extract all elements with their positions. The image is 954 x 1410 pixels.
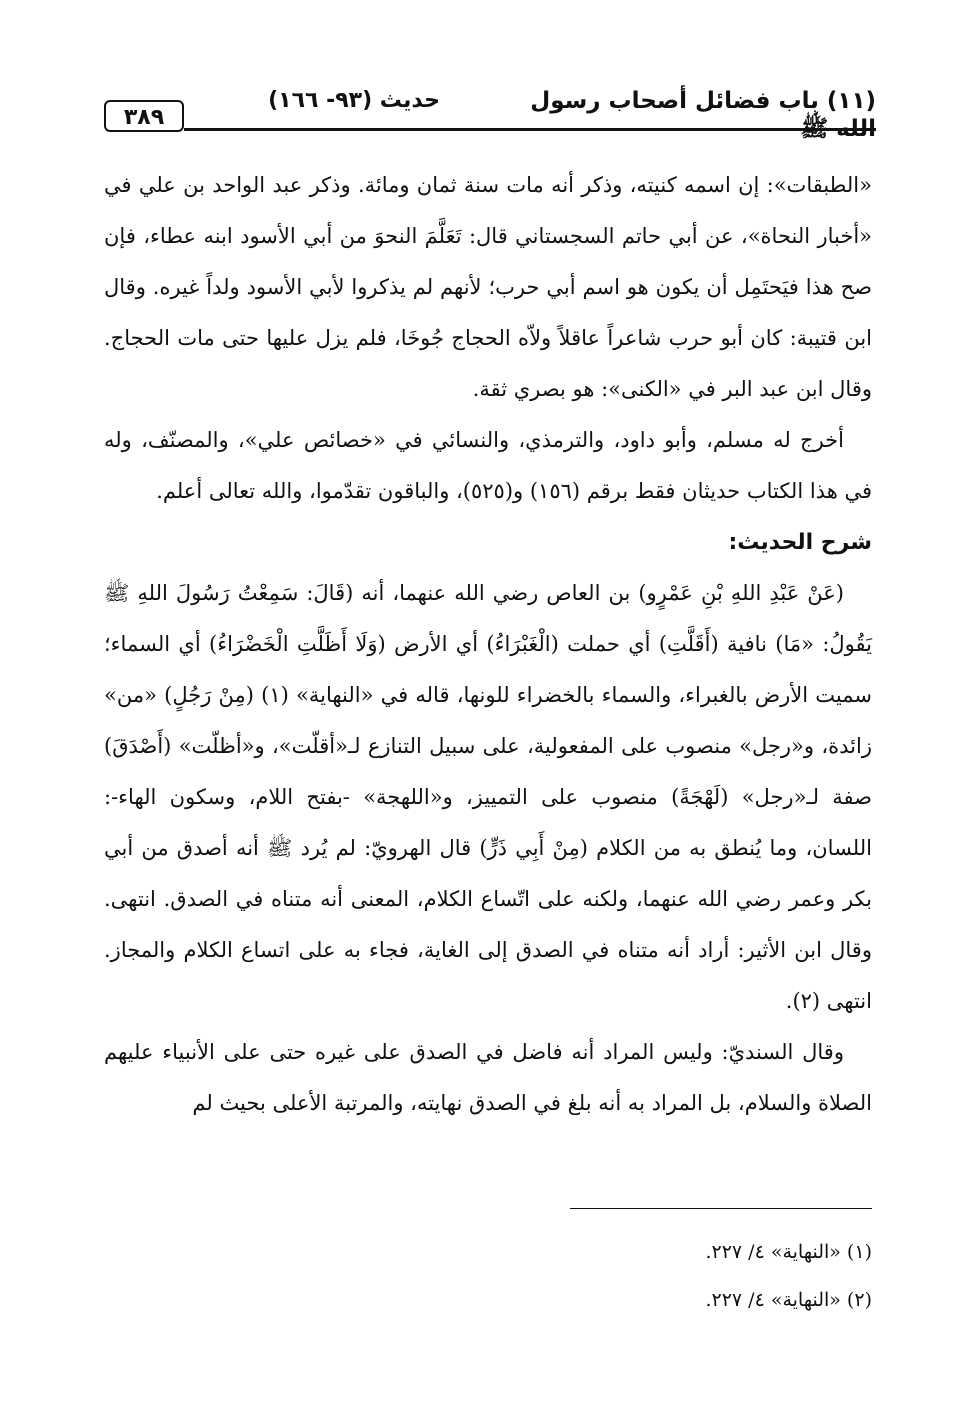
paragraph: وقال السنديّ: وليس المراد أنه فاضل في الصدق على غيره حتى على الأنبياء عليهم الصلاة والسلام، بل المراد به أنه بلغ في الصدق نهايته، والمرتبة الأعلى بحيث لم [104, 1040, 872, 1115]
chapter-title: (١١) باب فضائل أصحاب رسول الله ﷺ [530, 88, 876, 142]
footnotes [104, 1228, 872, 1324]
page-number: ٣٨٩ [104, 100, 184, 132]
footnote: (٢) «النهاية» ٤/ ٢٢٧. [705, 1289, 872, 1311]
footnote: (١) «النهاية» ٤/ ٢٢٧. [705, 1241, 872, 1263]
paragraph: أخرج له مسلم، وأبو داود، والترمذي، والنسائي في «خصائص علي»، والمصنّف، وله في هذا الكتاب حديثان فقط برقم (١٥٦) و(٥٢٥)، والباقون تقدّموا، والله تعالى أعلم. [104, 428, 872, 503]
hadith-range: حديث (٩٣- ١٦٦) [268, 88, 440, 113]
page-body [104, 160, 872, 1129]
paragraph: «الطبقات»: إن اسمه كنيته، وذكر أنه مات سنة ثمان ومائة. وذكر عبد الواحد بن علي في «أخبار النحاة»، عن أبي حاتم السجستاني قال: تَعَلَّمَ النحوَ من أبي الأسود ابنه عطاء، فإن صح هذا فيَحتَمِل أن يكون هو اسم أبي حرب؛ لأنهم لم يذكروا لأبي الأسود ولداً غيره. وقال ابن قتيبة: كان أبو حرب شاعراً عاقلاً ولاّه الحجاج جُوخَا، فلم يزل عليها حتى مات الحجاج. وقال ابن عبد البر في «الكنى»: هو بصري ثقة. [104, 173, 872, 401]
page-header [104, 84, 876, 142]
section-heading: شرح الحديث: [728, 530, 872, 555]
paragraph: (عَنْ عَبْدِ اللهِ بْنِ عَمْرٍو) بن العاص رضي الله عنهما، أنه (قَالَ: سَمِعْتُ رَسُولَ اللهِ ﷺ يَقُولُ: «مَا) نافية (أَقَلَّتِ) أي حملت (الْغَبْرَاءُ) أي الأرض (وَلَا أَظَلَّتِ الْخَضْرَاءُ) أي السماء؛ سميت الأرض بالغبراء، والسماء بالخضراء للونها، قاله في «النهاية» (١) (مِنْ رَجُلٍ) «من» زائدة، و«رجل» منصوب على المفعولية، على سبيل التنازع لـ«أقلّت»، و«أظلّت» (أَصْدَقَ) صفة لـ«رجل» (لَهْجَةً) منصوب على التمييز، و«اللهجة» -بفتح اللام، وسكون الهاء-: اللسان، وما يُنطق به من الكلام (مِنْ أَبِي ذَرٍّ) قال الهرويّ: لم يُرد ﷺ أنه أصدق من أبي بكر وعمر رضي الله عنهما، ولكنه على اتّساع الكلام، المعنى أنه متناه في الصدق. انتهى. وقال ابن الأثير: أراد أنه متناه في الصدق إلى الغاية، فجاء به على اتساع الكلام والمجاز. انتهى (٢). [104, 581, 873, 1013]
footnote-separator [570, 1208, 872, 1209]
